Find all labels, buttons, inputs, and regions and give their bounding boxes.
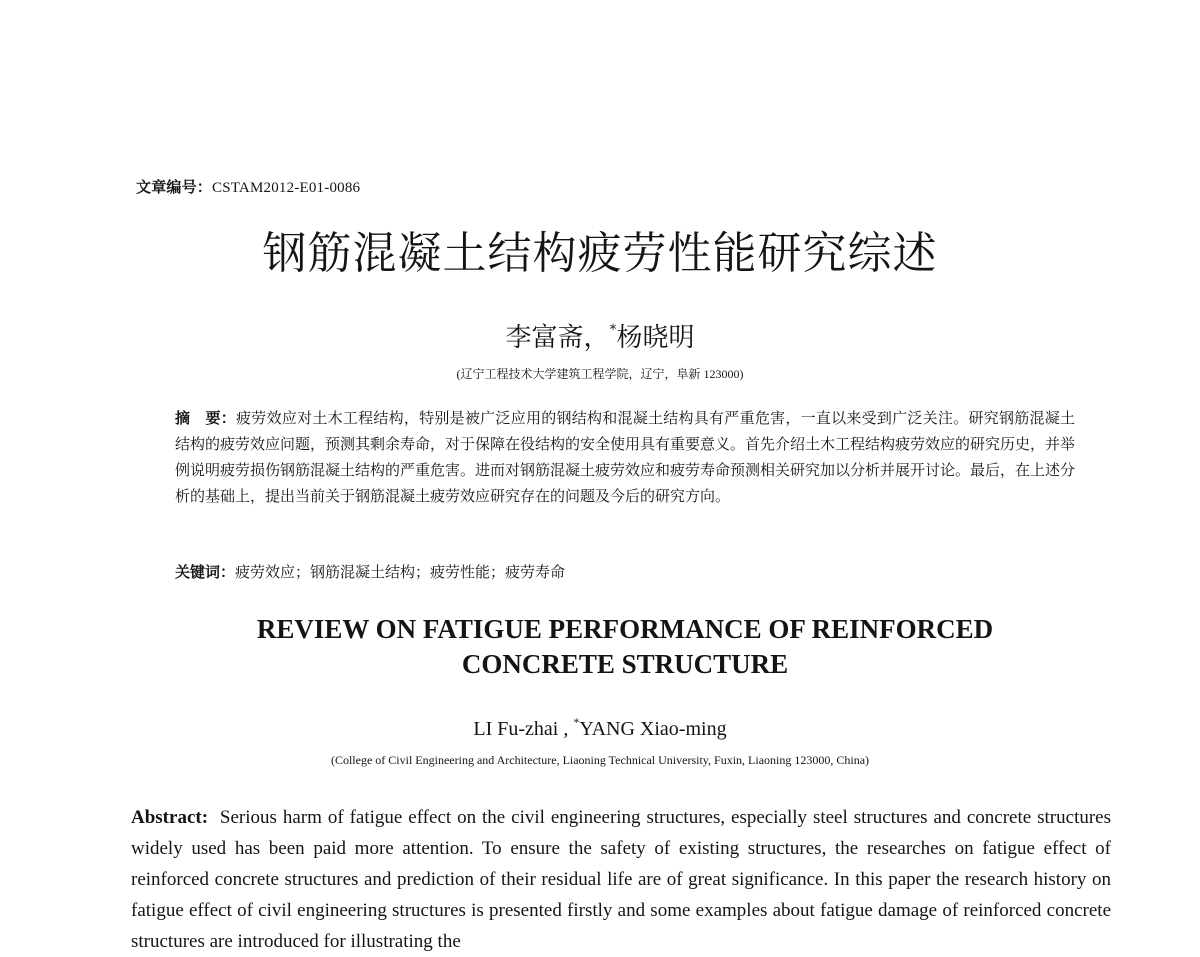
chinese-author-second: 杨晓明 (616, 323, 695, 353)
english-authors (0, 708, 1200, 743)
english-title-line-1: REVIEW ON FATIGUE PERFORMANCE OF REINFORCED (256, 614, 994, 644)
corresponding-author-mark: * (609, 322, 617, 338)
chinese-abstract-label: 摘 要： (175, 411, 237, 427)
article-number (136, 176, 360, 197)
chinese-title: 钢筋混凝土结构疲劳性能研究综述 (262, 228, 938, 279)
english-corresponding-author-mark: * (573, 715, 580, 729)
english-author-first: LI Fu-zhai , (473, 718, 574, 740)
english-abstract (131, 802, 1111, 957)
chinese-author-first: 李富斋， (505, 323, 610, 353)
chinese-keywords (175, 562, 565, 584)
english-abstract-label: Abstract: (131, 807, 209, 828)
chinese-authors (0, 312, 1200, 356)
english-author-second: YANG Xiao-ming (579, 718, 727, 740)
english-abstract-text: Serious harm of fatigue effect on the civil engineering structures, especially steel structures and concrete structures widely used has been paid more attention. To ensure the safety of existing structures, the researches on fatigue effect of reinforced concrete structures and prediction of their residual life are of great significance. In this paper the research history on fatigue effect of civil engineering structures is presented firstly and some examples about fatigue damage of reinforced concrete structures are introduced for illustrating the (131, 807, 1112, 952)
chinese-abstract (175, 406, 1075, 510)
article-number-value: CSTAM2012-E01-0086 (212, 180, 361, 196)
chinese-affiliation: (辽宁工程技术大学建筑工程学院，辽宁，阜新 123000) (456, 367, 744, 381)
chinese-keywords-label: 关键词： (175, 565, 236, 581)
english-affiliation: (College of Civil Engineering and Architecture, Liaoning Technical University, Fuxin, Liaoning 123000, China) (330, 753, 870, 767)
article-number-label: 文章编号： (136, 180, 213, 196)
english-title (0, 612, 1200, 682)
chinese-abstract-text: 疲劳效应对土木工程结构，特别是被广泛应用的钢结构和混凝土结构具有严重危害，一直以来受到广泛关注。研究钢筋混凝土结构的疲劳效应问题，预测其剩余寿命，对于保障在役结构的安全使用具有重要意义。首先介绍土木工程结构疲劳效应的研究历史，并举例说明疲劳损伤钢筋混凝土结构的严重危害。进而对钢筋混凝土疲劳效应和疲劳寿命预测相关研究加以分析并展开讨论。最后，在上述分析的基础上，提出当前关于钢筋混凝土疲劳效应研究存在的问题及今后的研究方向。 (175, 411, 1076, 505)
english-title-line-2: CONCRETE STRUCTURE (461, 649, 789, 679)
chinese-keywords-text: 疲劳效应；钢筋混凝土结构；疲劳性能；疲劳寿命 (235, 565, 566, 581)
